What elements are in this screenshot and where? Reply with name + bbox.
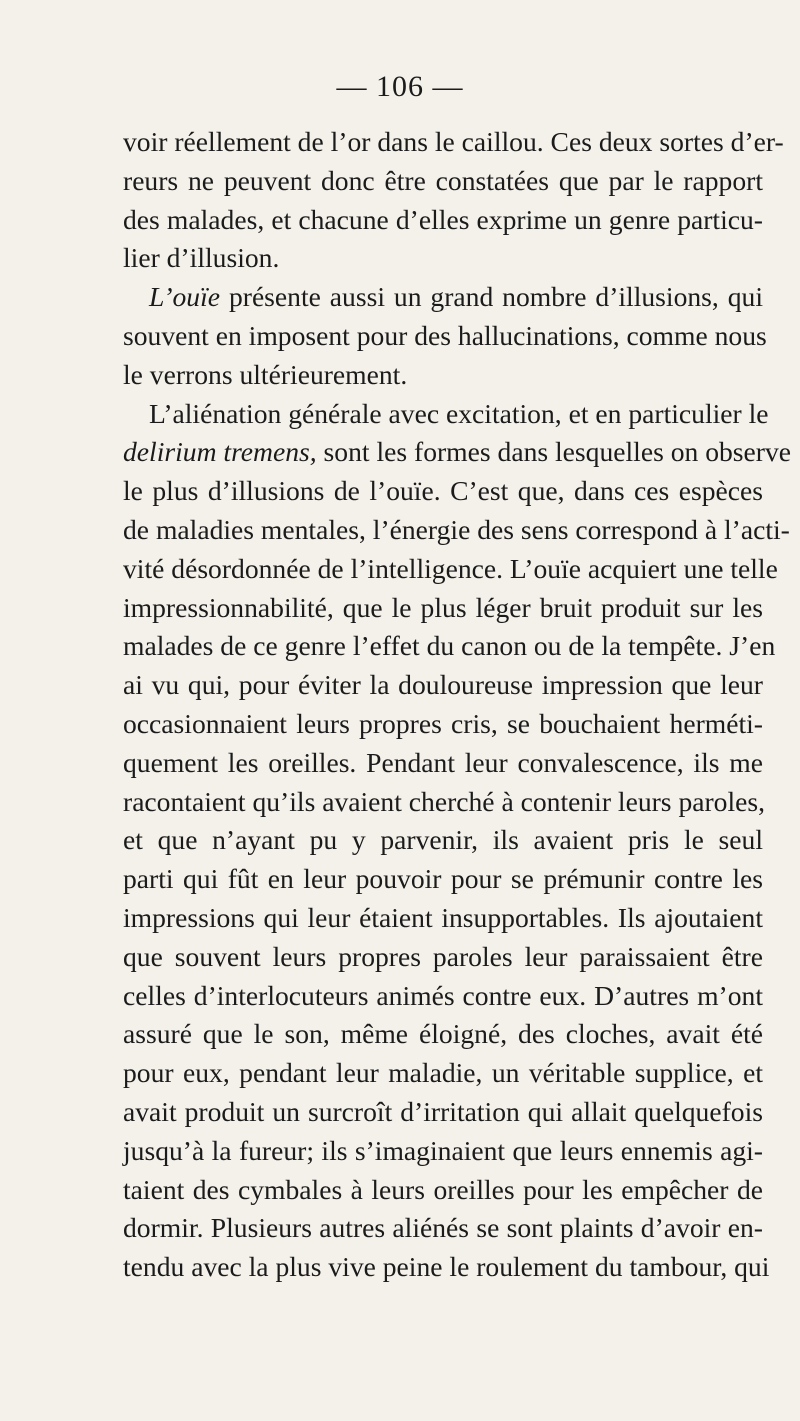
page-number: — 106 — [336, 70, 464, 103]
text-line: reurs ne peuvent donc être constatées que par le rapport [123, 164, 763, 196]
body-text [123, 123, 792, 1287]
text-line: et que n’ayant pu y parvenir, ils avaient pris le seul [123, 824, 763, 856]
text-line: parti qui fût en leur pouvoir pour se prémunir contre les [123, 863, 763, 895]
text-line: le plus d’illusions de l’ouïe. C’est que, dans ces espèces [123, 475, 763, 507]
text-line: souvent en imposent pour des hallucinations, comme nous [123, 319, 767, 351]
text-line: L’aliénation générale avec excitation, et en particulier le [149, 397, 769, 429]
text-line: de maladies mentales, l’énergie des sens correspond à l’acti- [123, 513, 790, 545]
text-line: dormir. Plusieurs autres aliénés se sont plaints d’avoir en- [123, 1212, 763, 1244]
text-line: malades de ce genre l’effet du canon ou de la tempête. J’en [123, 630, 776, 662]
text-line: L’ouïe présente aussi un grand nombre d’illusions, qui [149, 281, 763, 313]
text-line: ai vu qui, pour éviter la douloureuse impression que leur [123, 669, 763, 701]
text-line: voir réellement de l’or dans le caillou. Ces deux sortes d’er- [123, 126, 784, 157]
text-line: impressionnabilité, que le plus léger bruit produit sur les [123, 591, 763, 623]
text-line: lier d’illusion. [123, 242, 280, 274]
text-line: racontaient qu’ils avaient cherché à contenir leurs paroles, [123, 785, 766, 817]
text-line: assuré que le son, même éloigné, des cloches, avait été [123, 1018, 763, 1050]
text-line: celles d’interlocuteurs animés contre eux. D’autres m’ont [123, 979, 763, 1011]
text-line: des malades, et chacune d’elles exprime un genre particu- [123, 203, 763, 235]
text-line: delirium tremens, sont les formes dans lesquelles on observe [123, 436, 792, 468]
text-line: taient des cymbales à leurs oreilles pour les empêcher de [123, 1173, 763, 1205]
text-line: vité désordonnée de l’intelligence. L’ouïe acquiert une telle [123, 552, 778, 584]
text-line: pour eux, pendant leur maladie, un véritable supplice, et [123, 1057, 763, 1089]
text-line: le verrons ultérieurement. [123, 358, 408, 390]
text-line: jusqu’à la fureur; ils s’imaginaient que leurs ennemis agi- [123, 1134, 763, 1166]
text-line: impressions qui leur étaient insupportables. Ils ajoutaient [123, 901, 763, 933]
text-line: occasionnaient leurs propres cris, se bouchaient herméti- [123, 707, 763, 739]
text-line: tendu avec la plus vive peine le roulement du tambour, qui [123, 1251, 770, 1283]
text-line: avait produit un surcroît d’irritation qui allait quelquefois [123, 1095, 763, 1127]
text-line: quement les oreilles. Pendant leur convalescence, ils me [123, 746, 763, 778]
text-line: que souvent leurs propres paroles leur paraissaient être [123, 940, 763, 972]
